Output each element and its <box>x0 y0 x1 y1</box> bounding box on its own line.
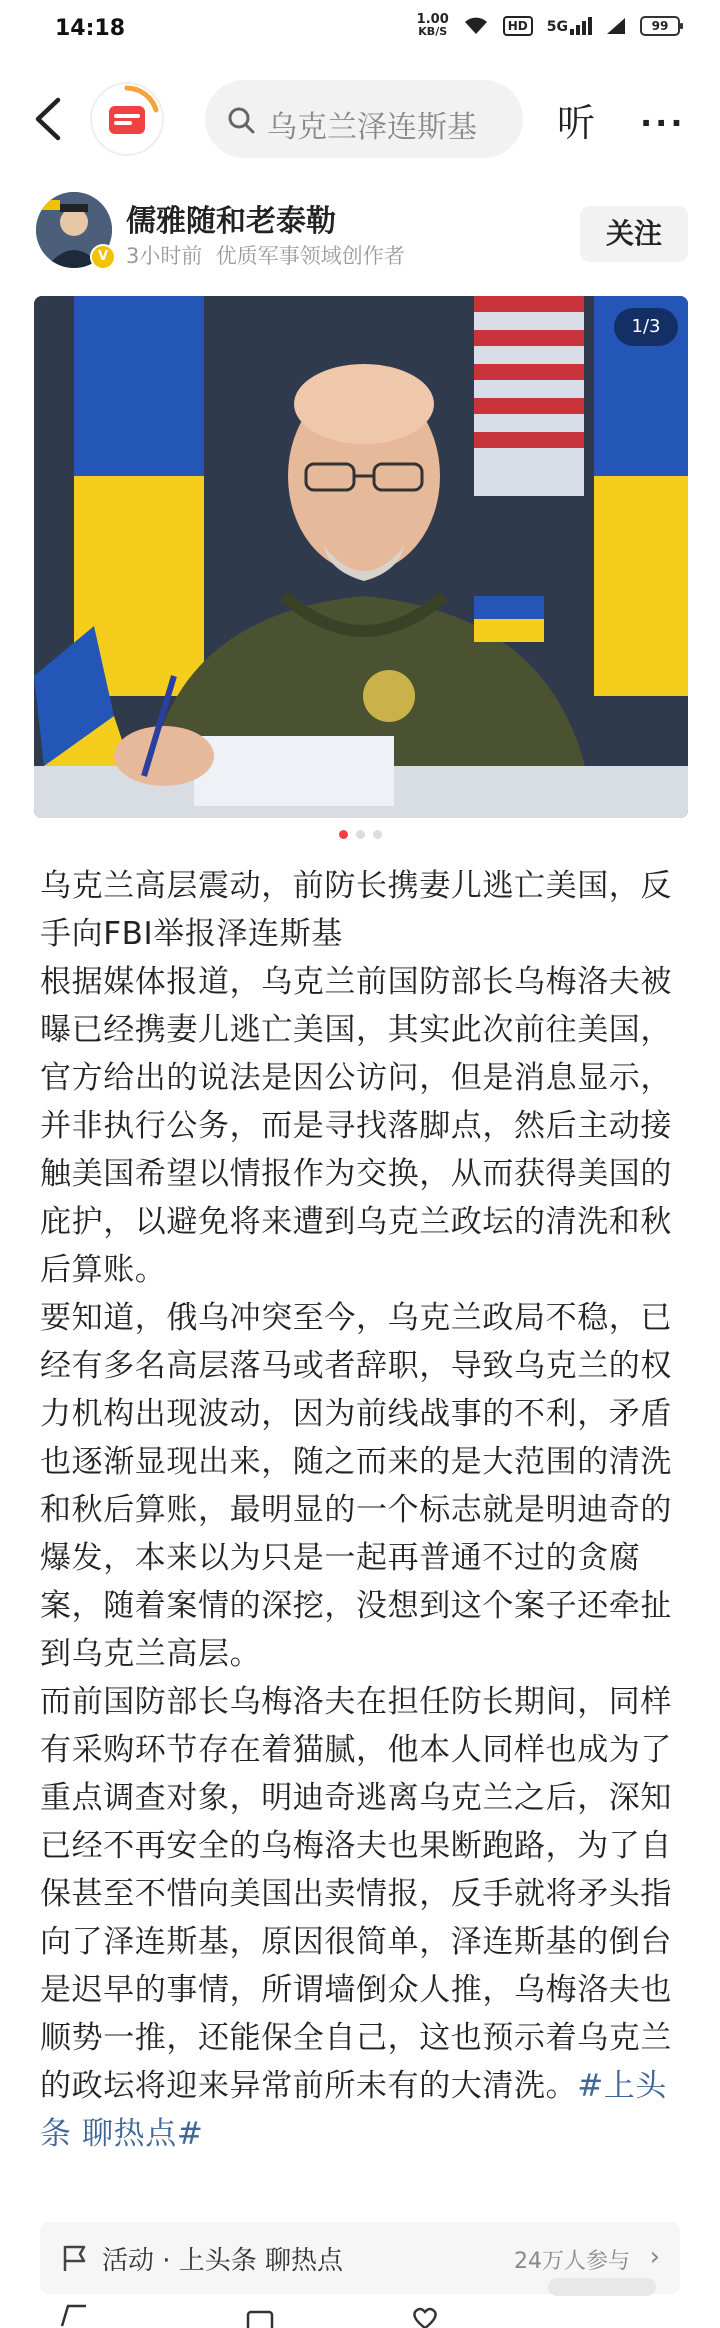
post-time: 3小时前 <box>126 244 203 268</box>
status-icons <box>417 14 680 38</box>
network-speed-value: 1.00 <box>416 12 449 27</box>
wifi-icon <box>463 16 489 36</box>
activity-count: 24万人参与 <box>514 2249 630 2274</box>
article-photo-image <box>34 296 688 818</box>
app-logo[interactable] <box>92 84 162 154</box>
home-indicator <box>548 2278 656 2296</box>
author-name[interactable]: 儒雅随和老泰勒 <box>126 204 336 239</box>
activity-label: 活动 · 上头条 聊热点 <box>102 2246 344 2276</box>
pagination-dot-1 <box>339 830 348 839</box>
share-icon[interactable] <box>245 2306 275 2328</box>
toutiao-logo-icon <box>92 84 162 154</box>
chevron-right-icon: › <box>649 2242 660 2272</box>
top-nav <box>0 64 720 174</box>
article-photo[interactable] <box>34 296 688 818</box>
pagination-dot-2 <box>356 830 365 839</box>
like-icon[interactable] <box>410 2306 440 2328</box>
signal-icon <box>606 17 626 35</box>
photo-pagination <box>0 830 720 844</box>
listen-button[interactable]: 听 <box>557 101 596 145</box>
search-bar[interactable] <box>205 80 523 158</box>
search-icon <box>227 106 255 134</box>
article-paragraph-2: 要知道，俄乌冲突至今，乌克兰政局不稳，已经有多名高层落马或者辞职，导致乌克兰的权力机构出现波动，因为前线战事的不利，矛盾也逐渐显现出来，随之而来的是大范围的清洗和秋后算账，最明显的一个标志就是明迪奇的爆发，本来以为只是一起再普通不过的贪腐案，随着案情的深挖，没想到这个案子还牵扯到乌克兰高层。 <box>40 1300 672 1672</box>
photo-counter: 1/3 <box>614 308 678 346</box>
network-speed <box>417 14 449 38</box>
follow-button[interactable]: 关注 <box>580 206 688 262</box>
comment-icon[interactable] <box>60 2302 90 2328</box>
cellular-signal <box>547 17 592 35</box>
hashtag-link[interactable]: #上头条 聊热点# <box>40 2068 667 2152</box>
pagination-dot-3 <box>373 830 382 839</box>
hd-badge: HD <box>503 16 533 36</box>
status-time: 14:18 <box>55 16 126 41</box>
back-arrow-icon[interactable] <box>30 96 70 142</box>
article-body <box>40 862 690 2158</box>
signal-bars-icon <box>570 17 592 35</box>
bottom-toolbar <box>0 2300 720 2328</box>
author-meta <box>126 240 405 270</box>
article-paragraph-3 <box>40 1678 690 2158</box>
search-query[interactable]: 乌克兰泽连斯基 <box>267 110 477 145</box>
network-type: 5G <box>546 19 568 35</box>
article-title: 乌克兰高层震动，前防长携妻儿逃亡美国，反手向FBI举报泽连斯基 <box>40 868 672 952</box>
author-row <box>0 180 720 280</box>
author-description: 优质军事领域创作者 <box>215 244 405 268</box>
verified-badge-icon: V <box>90 244 116 270</box>
status-bar <box>0 0 720 64</box>
battery-icon <box>640 16 680 36</box>
battery-level: 99 <box>651 19 669 33</box>
article-paragraph-3-text: 而前国防部长乌梅洛夫在担任防长期间，同样有采购环节存在着猫腻，他本人同样也成为了重点调查对象，明迪奇逃离乌克兰之后，深知已经不再安全的乌梅洛夫也果断跑路，为了自保甚至不惜向美国出卖情报，反手就将矛头指向了泽连斯基，原因很简单，泽连斯基的倒台是迟早的事情，所谓墙倒众人推，乌梅洛夫也顺势一推，还能保全自己，这也预示着乌克兰的政坛将迎来异常前所未有的大清洗。 <box>40 1684 672 2104</box>
network-speed-unit: KB/S <box>418 25 448 38</box>
more-button[interactable]: ··· <box>640 104 686 142</box>
article-paragraph-1: 根据媒体报道，乌克兰前国防部长乌梅洛夫被曝已经携妻儿逃亡美国，其实此次前往美国，官方给出的说法是因公访问，但是消息显示，并非执行公务，而是寻找落脚点，然后主动接触美国希望以情报作为交换，从而获得美国的庇护，以避免将来遭到乌克兰政坛的清洗和秋后算账。 <box>40 964 672 1288</box>
flag-icon <box>62 2244 88 2272</box>
